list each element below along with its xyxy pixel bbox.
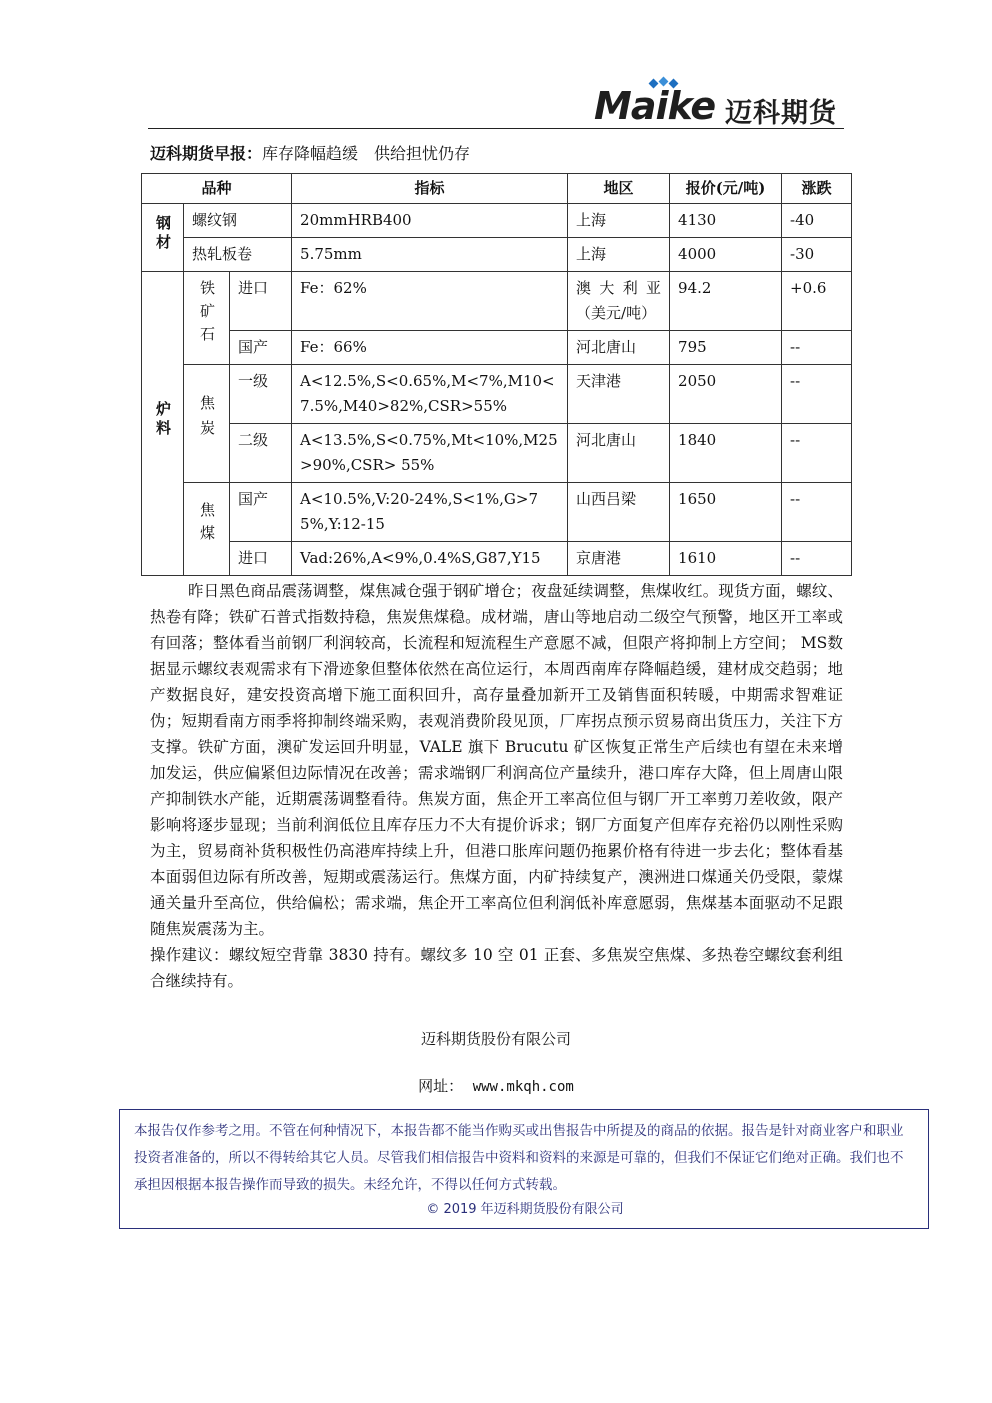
subcategory-iron-ore [184,272,230,365]
cell-price: 94.2 [670,272,782,331]
cell-price: 1610 [670,542,782,576]
table-row [142,238,852,272]
cell-change: -40 [782,204,852,238]
cell-change: -- [782,331,852,365]
table-row [142,331,852,365]
cell-region: 京唐港 [568,542,670,576]
cell-change: +0.6 [782,272,852,331]
cell-spec: A<13.5%,S<0.75%,Mt<10%,M25>90%,CSR> 55% [292,424,568,483]
cell-name: 螺纹钢 [184,204,292,238]
cell-type: 国产 [230,331,292,365]
col-header-variety: 品种 [142,174,292,204]
cell-price: 4000 [670,238,782,272]
trading-advice-paragraph: 操作建议：螺纹短空背靠 3830 持有。螺纹多 10 空 01 正套、多焦炭空焦煤、多热卷空螺纹套利组合继续持有。 [150,946,843,990]
cell-region: 上海 [568,238,670,272]
subcategory-coking-coal-label: 焦煤 [198,502,216,548]
cell-type: 进口 [230,542,292,576]
market-analysis-paragraph: 昨日黑色商品震荡调整，煤焦减仓强于钢矿增仓；夜盘延续调整，焦煤收红。现货方面，螺纹、热卷有降；铁矿石普式指数持稳，焦炭焦煤稳。成材端，唐山等地启动二级空气预警，地区开工率或有回落；整体看当前钢厂利润较高，长流程和短流程生产意愿不减，但限产将抑制上方空间； MS数据显示螺纹表观需求有下滑迹象但整体依然在高位运行，本周西南库存降幅趋缓，建材成交趋弱；地产数据良好，建安投资高增下施工面积回升，高存量叠加新开工及销售面积转暖，中期需求智难证伪；短期看南方雨季将抑制终端采购，表观消费阶段见顶，厂库拐点预示贸易商出货压力，关注下方支撑。铁矿方面，澳矿发运回升明显，VALE 旗下 Brucutu 矿区恢复正常生产后续也有望在未来增加发运，供应偏紧但边际情况在改善；需求端钢厂利润高位产量续升，港口库存大降，但上周唐山限产抑制铁水产能，近期震荡调整看待。焦炭方面，焦企开工率高位但与钢厂开工率剪刀差收敛，限产影响将逐步显现；当前利润低位且库存压力不大有提价诉求；钢厂方面复产但库存充裕仍以刚性采购为主，贸易商补货积极性仍高港库持续上升，但港口胀库问题仍拖累价格有待进一步去化；整体看基本面弱但边际有所改善，短期或震荡运行。焦煤方面，内矿持续复产，澳洲进口煤通关仍受限，蒙煤通关量升至高位，供给偏松；需求端，焦企开工率高位但利润低补库意愿弱，焦煤基本面驱动不足跟随焦炭震荡为主。 [150,582,843,938]
cell-spec: Fe：62% [292,272,568,331]
company-name: 迈科期货股份有限公司 [420,1030,571,1048]
cell-change: -- [782,365,852,424]
cell-change: -- [782,542,852,576]
table-row [142,483,852,542]
region-unit: （美元/吨） [576,304,657,322]
website-link[interactable]: www.mkqh.com [472,1079,574,1095]
table-row [142,272,852,331]
cell-type: 进口 [230,272,292,331]
cell-spec: A<10.5%,V:20-24%,S<1%,G>75%,Y:12-15 [292,483,568,542]
cell-type: 一级 [230,365,292,424]
col-header-price: 报价(元/吨) [670,174,782,204]
cell-spec: A<12.5%,S<0.65%,M<7%,M10<7.5%,M40>82%,CSR>55% [292,365,568,424]
disclaimer-text: 本报告仅作参考之用。不管在何种情况下，本报告都不能当作购买或出售报告中所提及的商品的依据。报告是针对商业客户和职业投资者准备的，所以不得转给其它人员。尽管我们相信报告中资料和资料的来源是可靠的，但我们不保证它们绝对正确。我们也不承担因根据本报告操作而导致的损失。未经允许，不得以任何方式转载。 [134,1123,904,1193]
col-header-change: 涨跌 [782,174,852,204]
table-row [142,542,852,576]
website-label: 网址： [418,1077,464,1095]
cell-price: 4130 [670,204,782,238]
copyright-text: © 2019 年迈科期货股份有限公司 [426,1202,624,1217]
col-header-spec: 指标 [292,174,568,204]
category-steel [142,204,184,272]
cell-spec: Vad:26%,A<9%,0.4%S,G87,Y15 [292,542,568,576]
cell-price: 1840 [670,424,782,483]
cell-spec: 20mmHRB400 [292,204,568,238]
headline-prefix: 迈科期货早报： [150,144,263,163]
disclaimer-box [119,1109,929,1229]
cell-change: -- [782,424,852,483]
cell-region: 上海 [568,204,670,238]
cell-price: 2050 [670,365,782,424]
subcategory-coking-coal [184,483,230,576]
cell-type: 二级 [230,424,292,483]
cell-price: 795 [670,331,782,365]
table-row [142,204,852,238]
col-header-region: 地区 [568,174,670,204]
table-row [142,365,852,424]
report-body [150,578,843,994]
cell-type: 国产 [230,483,292,542]
price-table [141,173,852,576]
subcategory-iron-ore-label: 铁矿石 [198,279,216,349]
category-steel-label: 钢材 [154,214,172,253]
cell-change: -- [782,483,852,542]
report-headline [150,141,470,164]
region-name: 澳大利亚 [576,279,662,297]
cell-region: 河北唐山 [568,424,670,483]
subcategory-coke [184,365,230,483]
logo-chinese-name: 迈科期货 [725,98,837,129]
cell-spec: 5.75mm [292,238,568,272]
headline-title: 库存降幅趋缓 供给担忧仍存 [262,144,471,163]
website-line [0,1075,992,1096]
category-furnace-label: 炉料 [154,400,172,439]
cell-region: 河北唐山 [568,331,670,365]
table-header-row [142,174,852,204]
cell-change: -30 [782,238,852,272]
header-rule [148,128,844,129]
subcategory-coke-label: 焦炭 [198,394,216,445]
company-logo [590,82,850,129]
cell-name: 热轧板卷 [184,238,292,272]
category-furnace [142,272,184,576]
cell-region: 天津港 [568,365,670,424]
logo-wordmark: Maike [594,84,716,128]
cell-price: 1650 [670,483,782,542]
cell-region [568,272,670,331]
table-row [142,424,852,483]
cell-spec: Fe：66% [292,331,568,365]
cell-region: 山西吕梁 [568,483,670,542]
